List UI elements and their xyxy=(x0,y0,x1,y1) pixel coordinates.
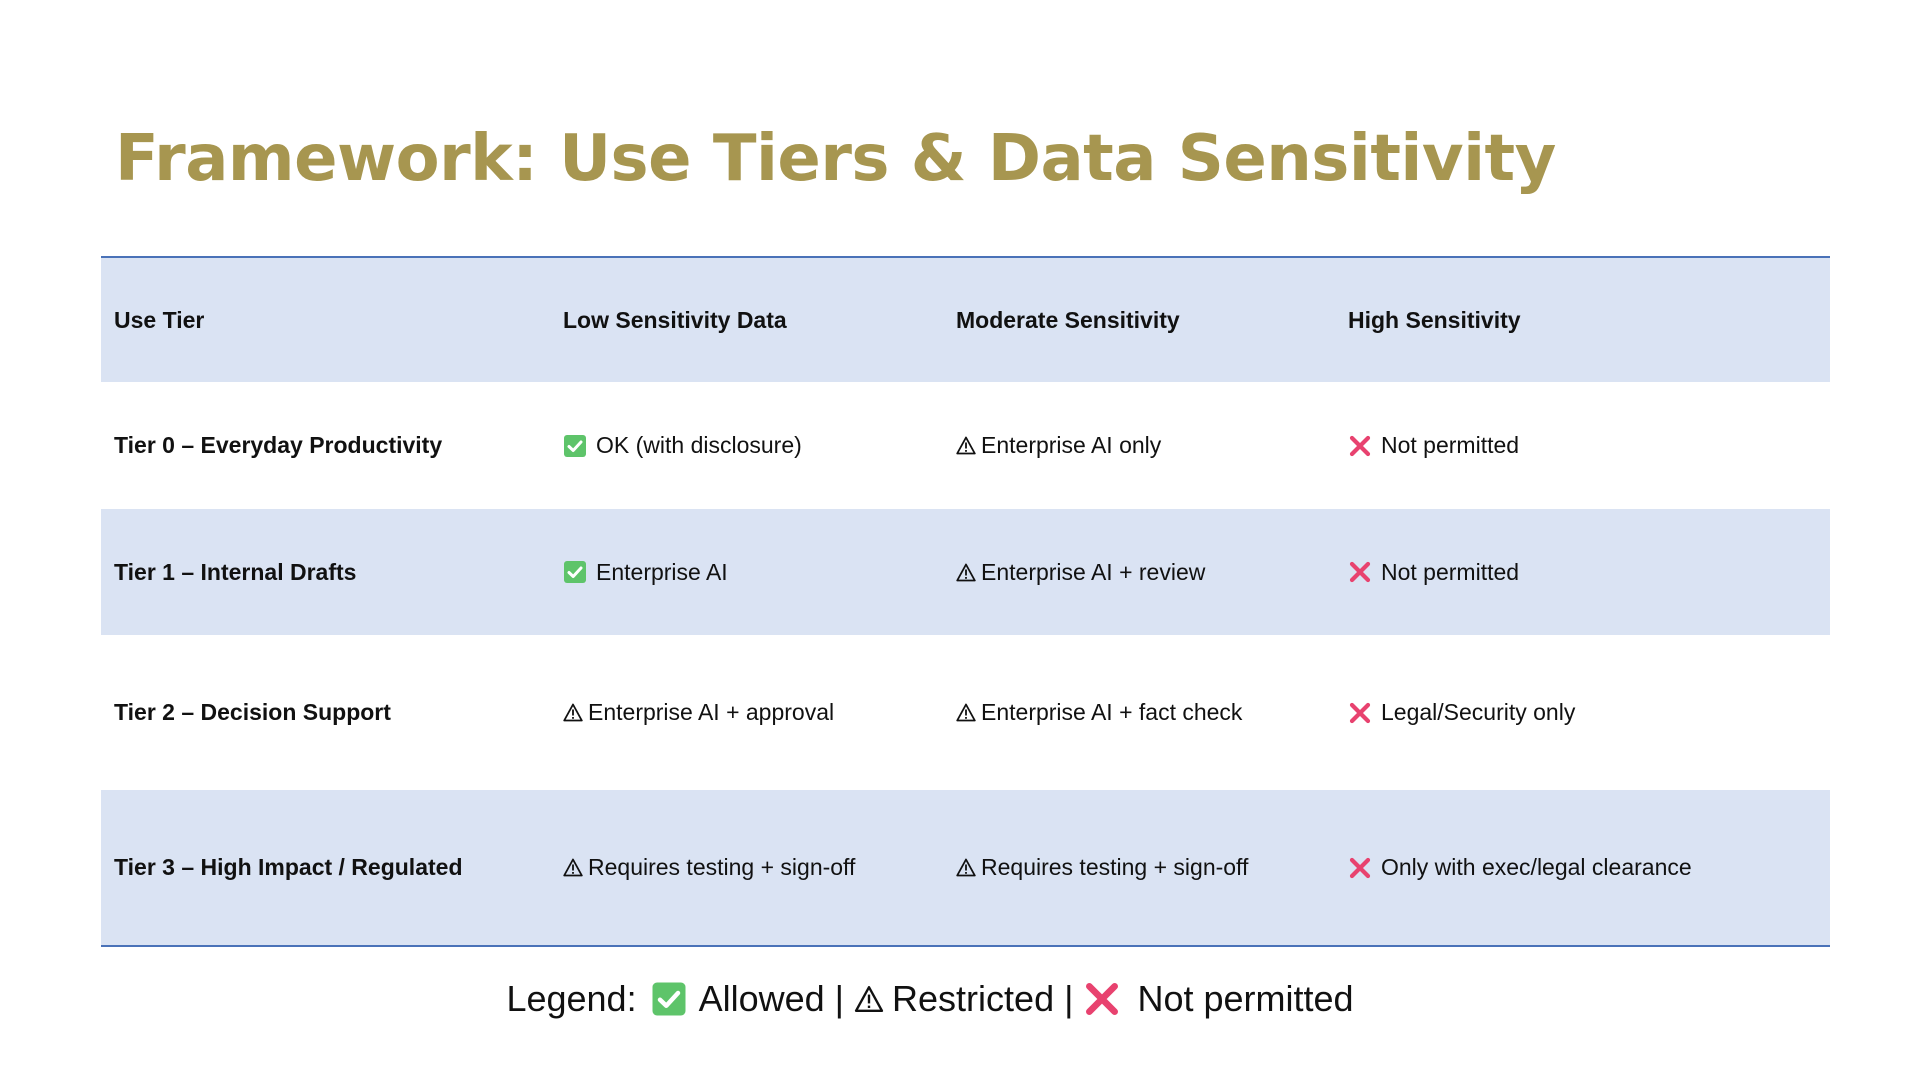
low-sensitivity-cell xyxy=(563,432,956,459)
legend-restricted xyxy=(854,978,1054,1020)
high-sensitivity-cell xyxy=(1348,559,1830,586)
table-header-row xyxy=(101,258,1830,382)
cell-text: OK (with disclosure) xyxy=(596,432,802,458)
tier-sensitivity-table xyxy=(101,256,1830,947)
cell-text: Enterprise AI + fact check xyxy=(981,699,1243,725)
page-title: Framework: Use Tiers & Data Sensitivity xyxy=(115,122,1556,196)
warning-icon xyxy=(563,858,583,877)
legend-label: Legend: xyxy=(506,978,637,1019)
cross-icon xyxy=(1348,434,1372,458)
warning-icon xyxy=(956,563,976,582)
cross-icon xyxy=(1348,701,1372,725)
legend-allowed-text: Allowed xyxy=(698,978,825,1019)
cross-icon xyxy=(1348,856,1372,880)
header-low-sensitivity: Low Sensitivity Data xyxy=(563,306,787,333)
warning-icon xyxy=(956,436,976,455)
cross-icon xyxy=(1083,980,1121,1018)
moderate-sensitivity-cell xyxy=(956,854,1348,881)
tier-label: Tier 3 – High Impact / Regulated xyxy=(114,854,463,880)
legend-restricted-text: Restricted xyxy=(892,978,1055,1019)
moderate-sensitivity-cell xyxy=(956,559,1348,586)
cell-text: Enterprise AI + approval xyxy=(588,699,835,725)
warning-icon xyxy=(563,703,583,722)
cell-text: Requires testing + sign-off xyxy=(981,854,1249,880)
check-icon xyxy=(651,981,687,1017)
check-icon xyxy=(563,560,587,584)
cell-text: Only with exec/legal clearance xyxy=(1381,854,1692,880)
cell-text: Not permitted xyxy=(1381,432,1520,458)
low-sensitivity-cell xyxy=(563,699,956,726)
cell-text: Enterprise AI only xyxy=(981,432,1162,458)
header-high-sensitivity: High Sensitivity xyxy=(1348,306,1521,333)
moderate-sensitivity-cell xyxy=(956,432,1348,459)
low-sensitivity-cell xyxy=(563,559,956,586)
moderate-sensitivity-cell xyxy=(956,699,1348,726)
check-icon xyxy=(563,434,587,458)
high-sensitivity-cell xyxy=(1348,854,1830,881)
legend-not-permitted xyxy=(1083,978,1353,1020)
legend xyxy=(0,978,1860,1020)
table-row xyxy=(101,509,1830,635)
high-sensitivity-cell xyxy=(1348,699,1830,726)
cell-text: Legal/Security only xyxy=(1381,699,1576,725)
warning-icon xyxy=(854,985,884,1013)
cell-text: Not permitted xyxy=(1381,558,1520,585)
tier-label: Tier 0 – Everyday Productivity xyxy=(114,432,443,458)
tier-label: Tier 2 – Decision Support xyxy=(114,699,391,725)
table-row xyxy=(101,635,1830,790)
cell-text: Enterprise AI + review xyxy=(981,558,1206,585)
cross-icon xyxy=(1348,560,1372,584)
table-row xyxy=(101,790,1830,945)
low-sensitivity-cell xyxy=(563,854,956,881)
legend-allowed xyxy=(651,978,825,1020)
tier-label: Tier 1 – Internal Drafts xyxy=(114,558,357,585)
cell-text: Requires testing + sign-off xyxy=(588,854,856,880)
legend-not-permitted-text: Not permitted xyxy=(1137,978,1354,1019)
cell-text: Enterprise AI xyxy=(596,558,728,585)
table-row xyxy=(101,382,1830,509)
header-moderate-sensitivity: Moderate Sensitivity xyxy=(956,306,1180,333)
legend-separator: | xyxy=(1064,978,1074,1019)
legend-separator: | xyxy=(834,978,845,1019)
high-sensitivity-cell xyxy=(1348,432,1830,459)
warning-icon xyxy=(956,858,976,877)
warning-icon xyxy=(956,703,976,722)
header-use-tier: Use Tier xyxy=(114,306,205,333)
